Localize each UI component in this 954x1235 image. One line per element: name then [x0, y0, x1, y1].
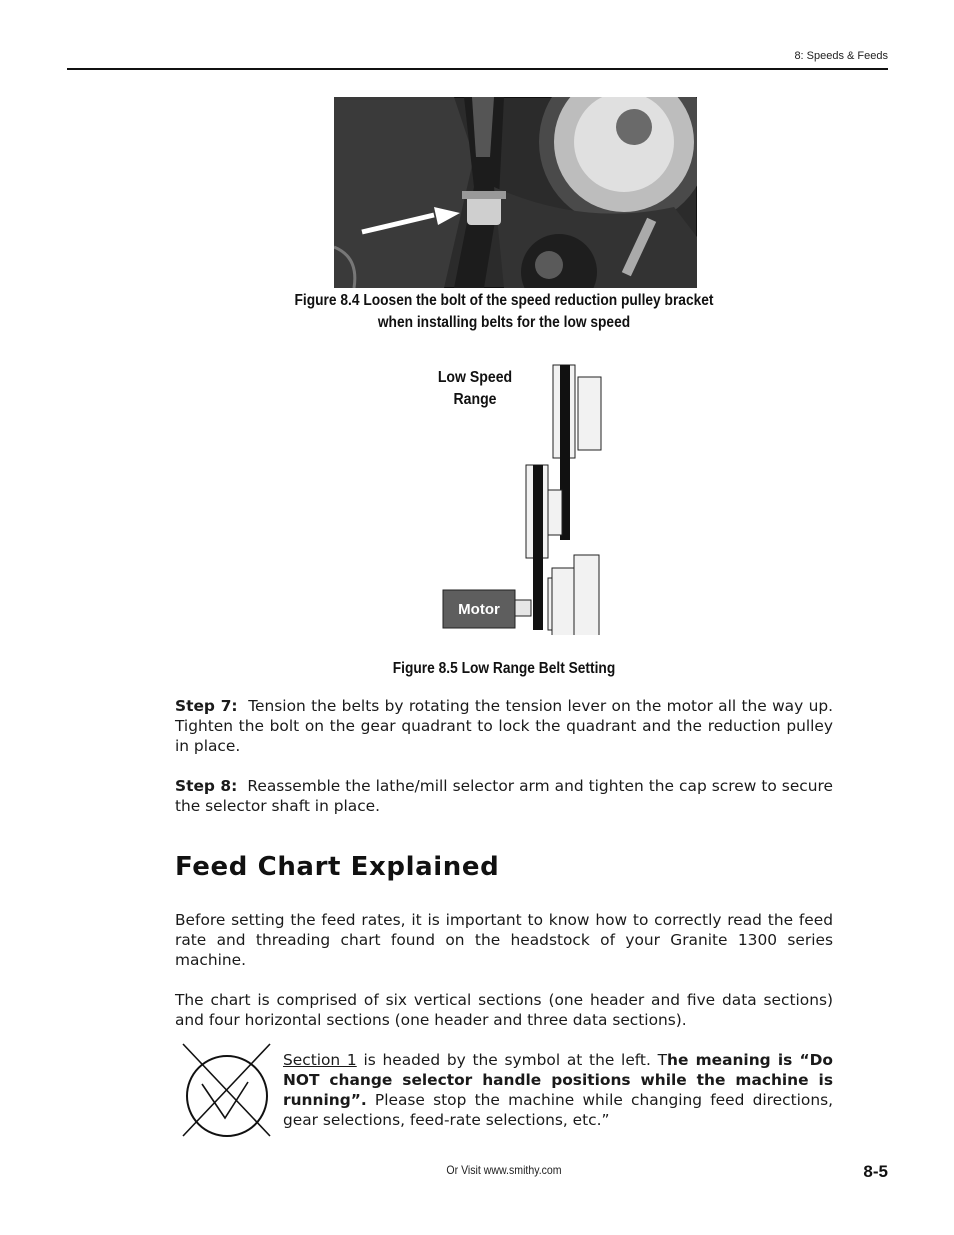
footer-website: Or Visit www.smithy.com	[446, 1163, 562, 1177]
low-speed-label-line1: Low Speed	[437, 369, 513, 386]
section-1-warning: he meaning is “Do NOT change selector handle positions while the machine is running”.	[283, 1051, 833, 1109]
motor-label: Motor	[458, 601, 500, 618]
section-1-rest: Please stop the machine while changing feed directions, gear selections, feed-rate selections, etc.”	[283, 1091, 833, 1129]
figure-8-4-caption-line1: Figure 8.4 Loosen the bolt of the speed reduction pulley bracket	[294, 292, 714, 309]
running-header: 8: Speeds & Feeds	[794, 50, 888, 62]
belt-setting-diagram	[440, 360, 610, 635]
step-8-label: Step 8:	[175, 777, 238, 795]
section-1-paragraph	[283, 1050, 833, 1130]
section-1-intro: is headed by the symbol at the left. T	[356, 1051, 668, 1069]
figure-8-5-caption: Figure 8.5 Low Range Belt Setting	[392, 660, 616, 677]
step-8-paragraph	[175, 776, 833, 816]
step-7-label: Step 7:	[175, 697, 238, 715]
header-rule	[67, 68, 888, 70]
figure-8-4-photo	[334, 97, 697, 288]
section-1-reference: Section 1	[283, 1051, 357, 1069]
step-8-text: Reassemble the lathe/mill selector arm and tighten the cap screw to secure the selector shaft in place.	[175, 777, 833, 815]
do-not-change-symbol-icon	[180, 1040, 272, 1140]
figure-8-4-caption-line2: when installing belts for the low speed	[377, 314, 631, 331]
page-number: 8-5	[863, 1162, 888, 1181]
section-title: Feed Chart Explained	[175, 852, 500, 882]
step-7-paragraph	[175, 696, 833, 756]
feed-chart-paragraph-2: The chart is comprised of six vertical sections (one header and five data sections) and four horizontal sections (one header and three data sections).	[175, 991, 833, 1029]
feed-chart-paragraph-1: Before setting the feed rates, it is important to know how to correctly read the feed rate and threading chart found on the headstock of your Granite 1300 series machine.	[175, 911, 833, 969]
step-7-text: Tension the belts by rotating the tension lever on the motor all the way up. Tighten the bolt on the gear quadrant to lock the quadrant and the reduction pulley in place.	[175, 697, 833, 755]
low-speed-label-line2: Range	[453, 391, 497, 408]
